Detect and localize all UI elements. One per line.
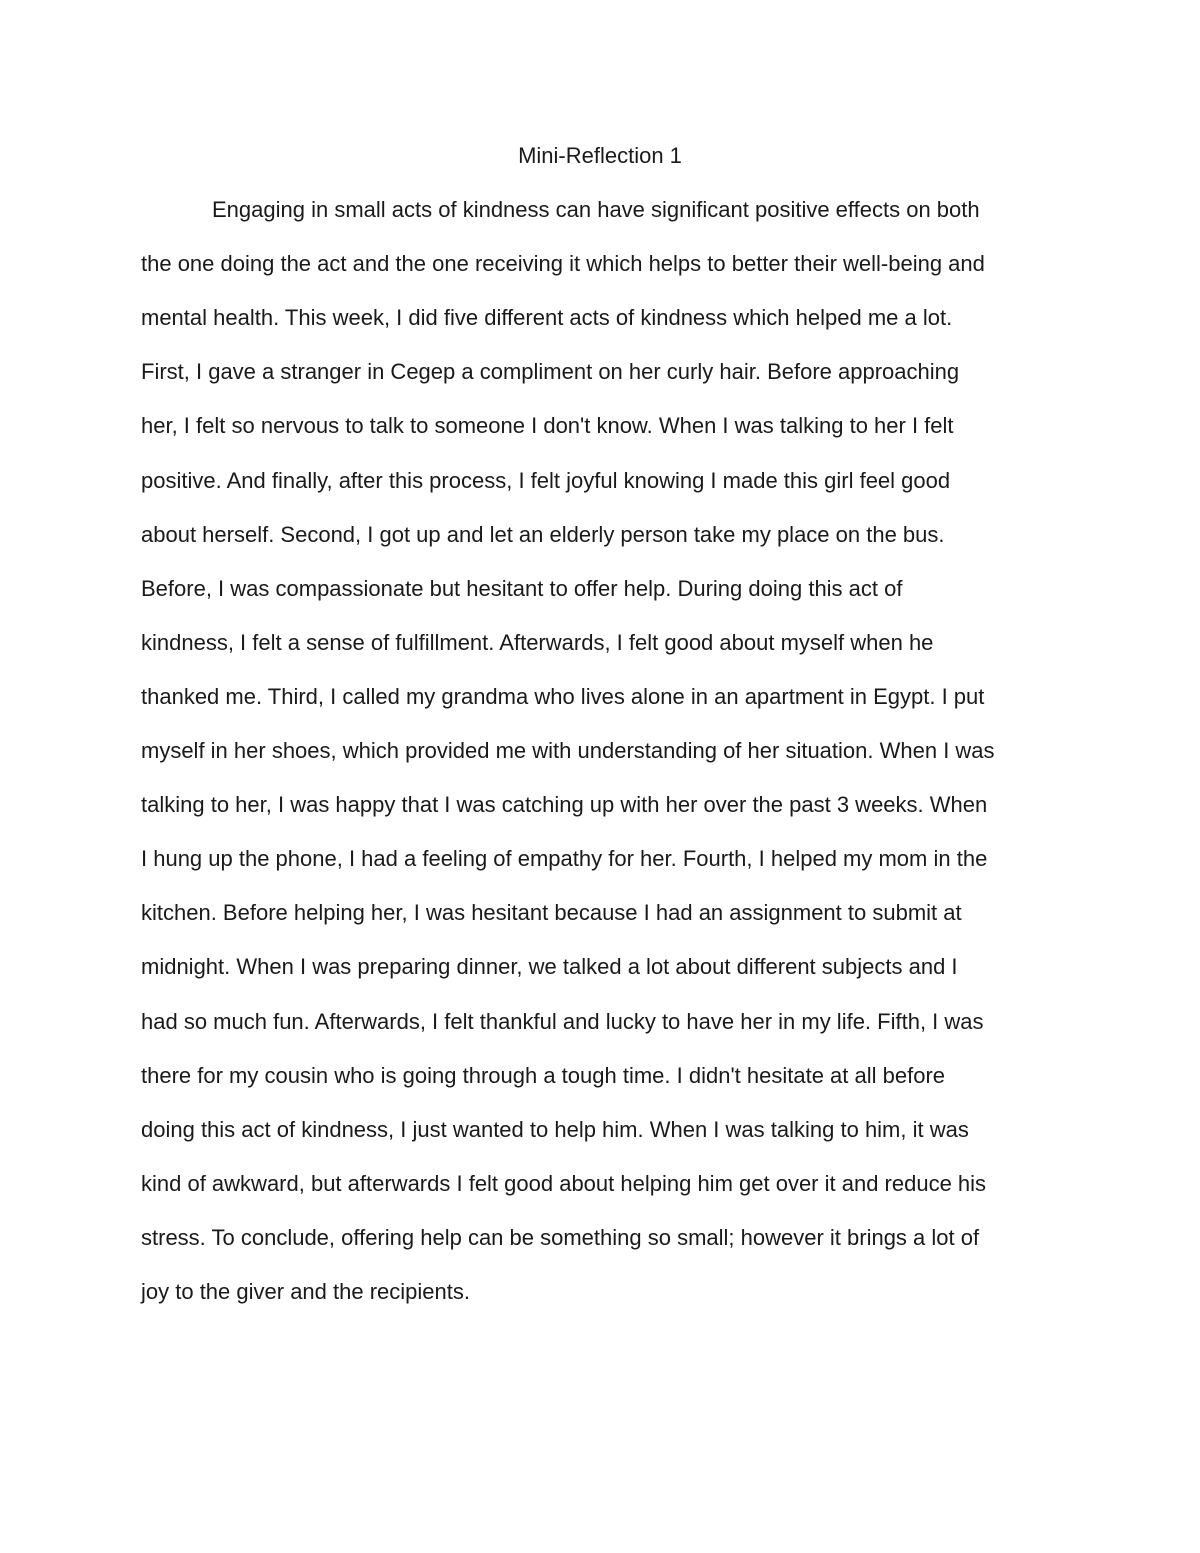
paragraph-line: positive. And finally, after this process, I felt joyful knowing I made this girl feel good bbox=[141, 468, 951, 493]
paragraph-line: myself in her shoes, which provided me with understanding of her situation. When I was bbox=[141, 738, 995, 763]
paragraph-line: there for my cousin who is going through a tough time. I didn't hesitate at all before bbox=[141, 1063, 945, 1088]
paragraph-line: kind of awkward, but afterwards I felt good about helping him get over it and reduce his bbox=[141, 1171, 987, 1196]
paragraph-line: the one doing the act and the one receiving it which helps to better their well-being and bbox=[141, 251, 985, 276]
paragraph-line: joy to the giver and the recipients. bbox=[141, 1279, 470, 1304]
paragraph-line: doing this act of kindness, I just wanted to help him. When I was talking to him, it was bbox=[141, 1117, 969, 1142]
paragraph-line: First, I gave a stranger in Cegep a compliment on her curly hair. Before approaching bbox=[141, 359, 960, 384]
paragraph-line: about herself. Second, I got up and let an elderly person take my place on the bus. bbox=[141, 522, 945, 547]
paragraph-line: mental health. This week, I did five different acts of kindness which helped me a lot. bbox=[141, 305, 953, 330]
paragraph-line: I hung up the phone, I had a feeling of empathy for her. Fourth, I helped my mom in the bbox=[141, 846, 988, 871]
paragraph-line: had so much fun. Afterwards, I felt thankful and lucky to have her in my life. Fifth, I was bbox=[141, 1009, 984, 1034]
paragraph-line: kindness, I felt a sense of fulfillment. Afterwards, I felt good about myself when he bbox=[141, 630, 934, 655]
document-title: Mini-Reflection 1 bbox=[518, 143, 682, 168]
paragraph-line: midnight. When I was preparing dinner, we talked a lot about different subjects and I bbox=[141, 954, 958, 979]
paragraph-line: stress. To conclude, offering help can be something so small; however it brings a lot of bbox=[141, 1225, 980, 1250]
paragraph-line: kitchen. Before helping her, I was hesitant because I had an assignment to submit at bbox=[141, 900, 962, 925]
paragraph-line: Engaging in small acts of kindness can have significant positive effects on both bbox=[212, 197, 980, 222]
paragraph-line: thanked me. Third, I called my grandma who lives alone in an apartment in Egypt. I put bbox=[141, 684, 985, 709]
paragraph-line: her, I felt so nervous to talk to someone I don't know. When I was talking to her I felt bbox=[141, 413, 954, 438]
paragraph-line: Before, I was compassionate but hesitant to offer help. During doing this act of bbox=[141, 576, 903, 601]
paragraph-line: talking to her, I was happy that I was catching up with her over the past 3 weeks. When bbox=[141, 792, 988, 817]
